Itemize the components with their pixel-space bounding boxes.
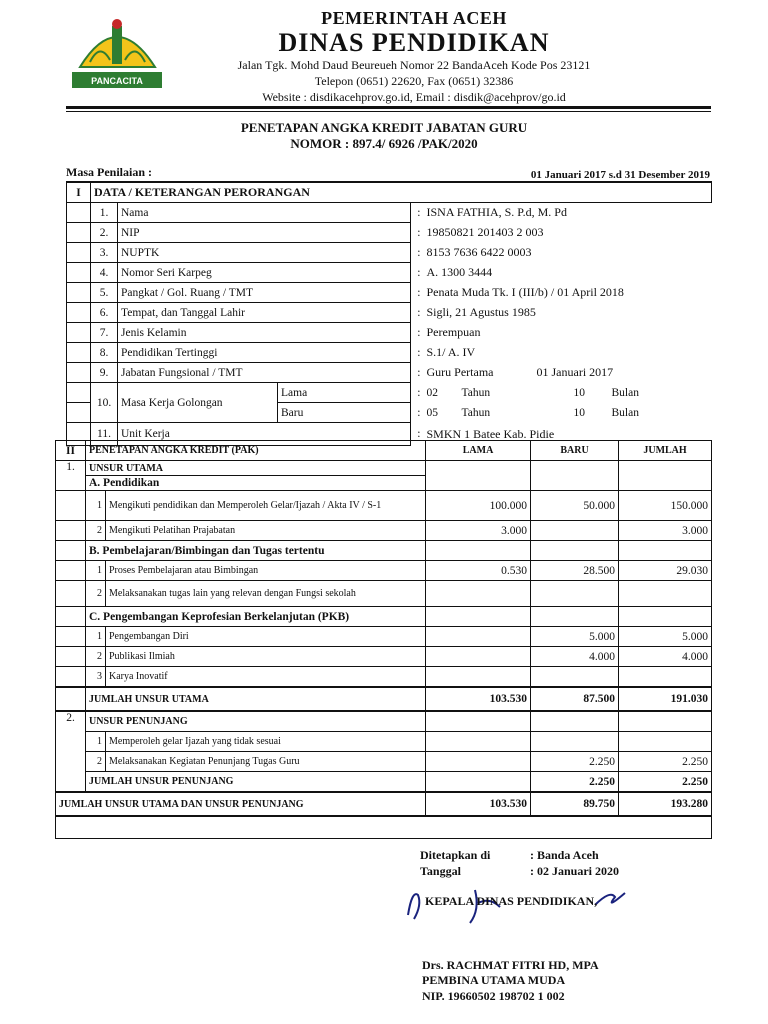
website-line: Website : disdikacehprov.go.id, Email : disdik@acehprov/go.id <box>262 90 566 104</box>
value-jabatan: Guru Pertama <box>426 365 494 379</box>
header-rule-thick <box>66 106 711 109</box>
total-penunjang-label: JUMLAH UNSUR PENUNJANG <box>86 772 426 793</box>
signatory-nip: NIP. 19660502 198702 1 002 <box>422 989 565 1003</box>
value-unit: SMKN 1 Batee Kab. Pidie <box>426 426 555 441</box>
value-education: S.1/ A. IV <box>426 345 476 359</box>
total-utama-label: JUMLAH UNSUR UTAMA <box>86 687 426 711</box>
place-value: : Banda Aceh <box>530 848 599 862</box>
section-heading: DATA / KETERANGAN PERORANGAN <box>91 182 712 203</box>
doc-number: NOMOR : 897.4/ 6926 /PAK/2020 <box>290 136 478 151</box>
value-pangkat: Penata Muda Tk. I (III/b) / 01 April 2018 <box>426 285 624 299</box>
col-lama: LAMA <box>426 441 531 461</box>
date-value: : 02 Januari 2020 <box>530 864 620 878</box>
agency-name: DINAS PENDIDIKAN <box>278 28 550 57</box>
value-ttl: Sigli, 21 Agustus 1985 <box>426 305 536 319</box>
value-karpeg: A. 1300 3444 <box>426 265 493 279</box>
value-nama: ISNA FATHIA, S. P.d, M. Pd <box>426 205 567 220</box>
credit-table: II PENETAPAN ANGKA KREDIT (PAK) LAMA BARU JUMLAH 1. UNSUR UTAMA A. Pendidikan 1 Mengikuti pendidikan dan Memperoleh Gelar/Ijazah / Akta IV / S-1 100.000 50.000 150.000 2 Mengikuti Pelatihan Prajabatan 3.000 3.000 B. Pembelajaran/Bimbingan dan Tugas tertentu 1 Proses Pembelajaran atau Bimbingan 0.530 28.500 29.030 2 Melaksanakan tugas lain yang relevan dengan Fungsi sekolah C. Pengembangan Keprofesian Berkelanjutan (PKB) 1 Pengembangan Diri 5.000 5.000 2 Publikasi Ilmiah 4.000 4.000 3 Karya Inovatif JUMLAH UNSUR UTAMA 103.530 87.500 191.030 2. UNSUR PENUNJANG 1 Memperoleh gelar Ijazah yang tidak sesuai 2 Melaksanakan Kegiatan Penunjang Tugas Guru 2.250 2.250 JUMLAH UNSUR PENUNJANG 2.250 2.250 JUMLAH UNSUR UTAMA DAN UNSUR PENUNJANG 103.530 89.750 193.280 <box>55 440 712 839</box>
gov-name: PEMERINTAH ACEH <box>321 8 507 28</box>
value-gender: Perempuan <box>426 325 481 339</box>
total-all-label: JUMLAH UNSUR UTAMA DAN UNSUR PENUNJANG <box>56 792 426 816</box>
logo-text: PANCACITA <box>91 76 143 86</box>
period-label: Masa Penilaian : <box>66 165 152 179</box>
signatory-rank: PEMBINA UTAMA MUDA <box>422 973 566 987</box>
value-nuptk: 8153 7636 6422 0003 <box>426 245 532 259</box>
place-label: Ditetapkan di <box>420 848 491 862</box>
doc-title: PENETAPAN ANGKA KREDIT JABATAN GURU <box>240 120 528 135</box>
address-line: Jalan Tgk. Mohd Daud Beureueh Nomor 22 BandaAceh Kode Pos 23121 <box>237 58 591 72</box>
value-jabatan-tmt: 01 Januari 2017 <box>536 365 614 379</box>
col-jumlah: JUMLAH <box>619 441 712 461</box>
col-baru: BARU <box>531 441 619 461</box>
signatory-name: Drs. RACHMAT FITRI HD, MPA <box>422 958 599 972</box>
section-roman: I <box>67 182 91 203</box>
date-label: Tanggal <box>420 864 461 878</box>
value-nip: 19850821 201403 2 003 <box>426 225 544 239</box>
personal-data-table: I DATA / KETERANGAN PERORANGAN 1. Nama : ISNA FATHIA, S. P.d, M. Pd 2. NIP : 19850821 201403 2 003 3. NUPTK : 8153 7636 6422 0003 4. Nomor Seri Karpeg : A. 1300 3444 5. Pangkat / Gol. Ruang / TMT : Penata Muda Tk. I (III/b) / 01 April 2018 6. Tempat, dan Tanggal Lahir : Sigli, 21 Agustus 1985 7. Jenis Kelamin : Perempuan 8. Pendidikan Tertinggi : S.1/ A. IV 9. Jabatan Fungsional / TMT : Guru Pertama 01 Januari 2017 10. Masa Kerja Golongan Lama : 02 Tahun 10 Bulan Baru : 05 Tahun 10 Bulan 11. Unit Kerja : SMKN 1 Batee Kab. Pidie <box>66 181 712 446</box>
period-range: 01 Januari 2017 s.d 31 Desember 2019 <box>530 169 710 181</box>
signatory-position: KEPALA DINAS PENDIDIKAN, <box>425 894 598 908</box>
header-rule-thin <box>66 111 711 112</box>
phone-line: Telepon (0651) 22620, Fax (0651) 32386 <box>314 74 514 88</box>
